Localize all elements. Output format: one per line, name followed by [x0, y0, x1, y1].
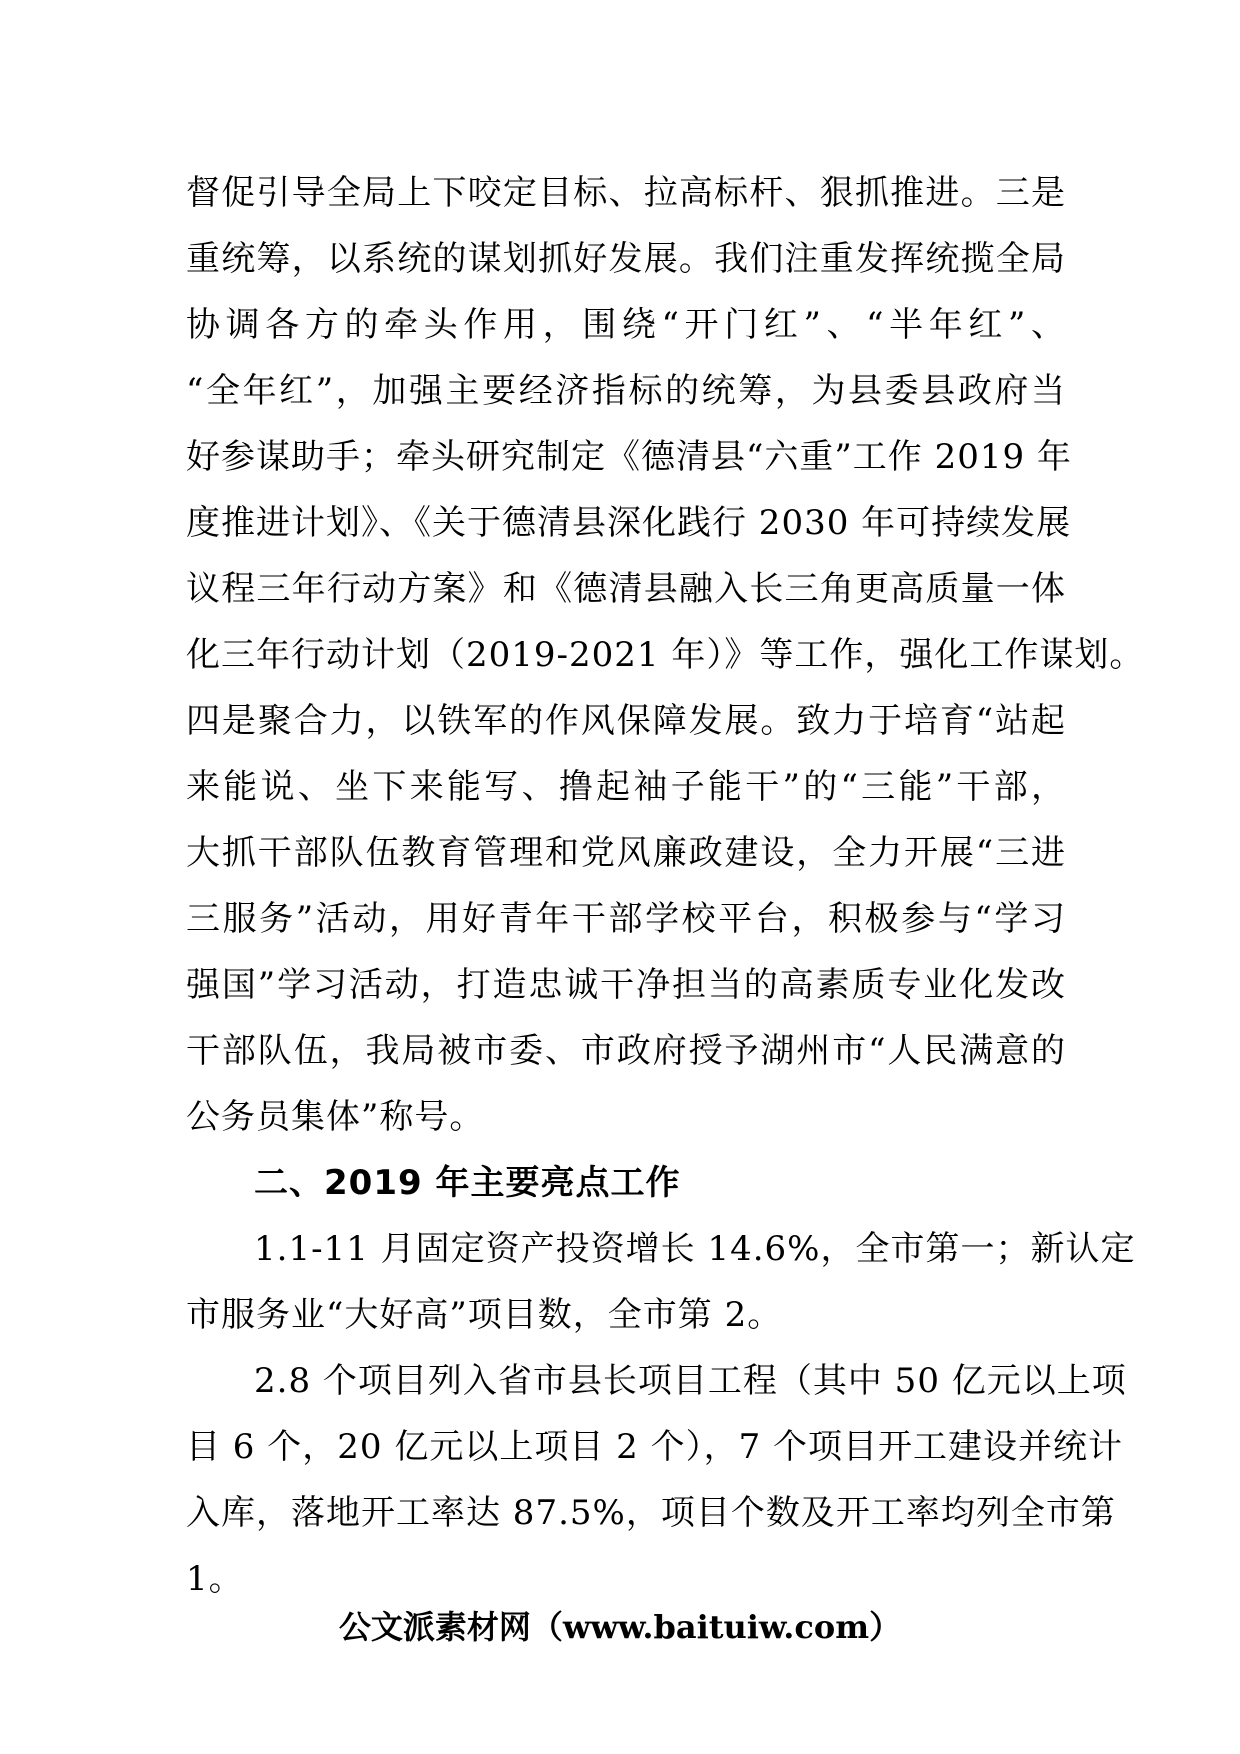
footer-watermark-text: 公文派素材网（www.baituiw.com） — [338, 1608, 902, 1646]
list-item-line: 1.1-11 月固定资产投资增长 14.6%，全市第一；新认定 — [254, 1229, 1136, 1269]
paragraph-line: 来能说、坐下来能写、撸起袖子能干”的“三能”干部， — [186, 767, 1066, 807]
paragraph-line: 四是聚合力，以铁军的作风保障发展。致力于培育“站起 — [186, 701, 1066, 741]
list-item-line: 2.8 个项目列入省市县长项目工程（其中 50 亿元以上项 — [254, 1361, 1127, 1401]
paragraph-line: 三服务”活动，用好青年干部学校平台，积极参与“学习 — [186, 899, 1066, 939]
list-item-line: 入库，落地开工率达 87.5%，项目个数及开工率均列全市第 — [186, 1493, 1116, 1533]
paragraph-line: 大抓干部队伍教育管理和党风廉政建设，全力开展“三进 — [186, 833, 1066, 873]
document-body — [186, 160, 1145, 1612]
paragraph-line: 干部队伍，我局被市委、市政府授予湖州市“人民满意的 — [186, 1031, 1066, 1071]
paragraph-line: 重统筹，以系统的谋划抓好发展。我们注重发挥统揽全局 — [186, 239, 1066, 279]
paragraph-line: 公务员集体”称号。 — [186, 1097, 485, 1137]
paragraph-line: 强国”学习活动，打造忠诚干净担当的高素质专业化发改 — [186, 965, 1066, 1005]
list-item-line: 市服务业“大好高”项目数，全市第 2。 — [186, 1295, 783, 1335]
paragraph-line: 化三年行动计划（2019-2021 年）》等工作，强化工作谋划。 — [186, 635, 1145, 675]
list-item-line: 目 6 个，20 亿元以上项目 2 个），7 个项目开工建设并统计 — [186, 1427, 1124, 1467]
list-item-line: 1。 — [186, 1559, 244, 1599]
paragraph-line: 好参谋助手；牵头研究制定《德清县“六重”工作 2019 年 — [186, 437, 1072, 477]
paragraph-line: 度推进计划》、《关于德清县深化践行 2030 年可持续发展 — [186, 503, 1072, 543]
section-heading: 二、2019 年主要亮点工作 — [254, 1163, 681, 1203]
paragraph-line: “全年红”，加强主要经济指标的统筹，为县委县政府当 — [186, 371, 1066, 411]
paragraph-line: 协调各方的牵头作用，围绕“开门红”、“半年红”、 — [186, 305, 1066, 345]
paragraph-line: 议程三年行动方案》和《德清县融入长三角更高质量一体 — [186, 569, 1066, 609]
paragraph-line: 督促引导全局上下咬定目标、拉高标杆、狠抓推进。三是 — [186, 173, 1066, 213]
